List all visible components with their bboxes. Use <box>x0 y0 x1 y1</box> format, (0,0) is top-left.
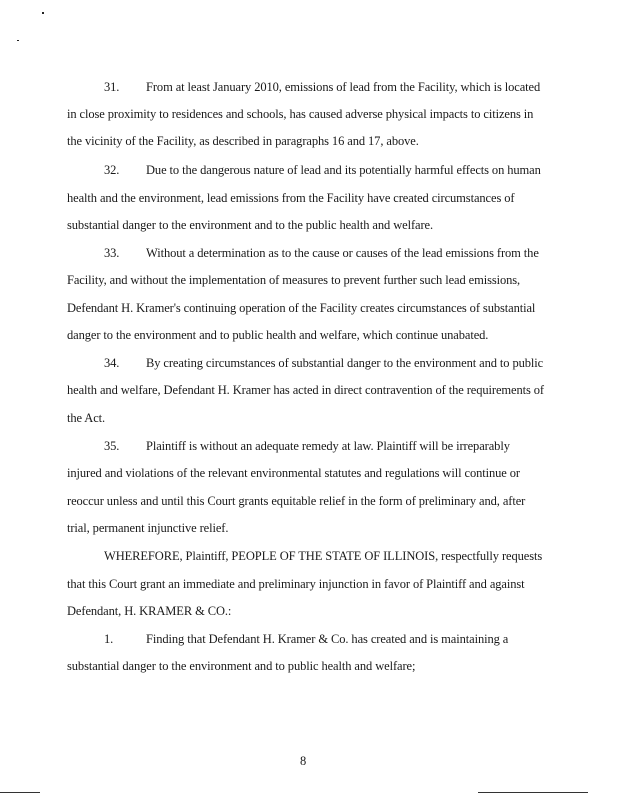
paragraph-34-line-2 <box>67 383 544 397</box>
page-number: 8 <box>300 754 307 768</box>
line-text: substantial danger to the environment and to public health and welfare; <box>67 659 416 673</box>
paragraph-number: 32. <box>104 163 120 177</box>
line-text: Finding that Defendant H. Kramer & Co. has created and is maintaining a <box>146 632 509 646</box>
line-text: Due to the dangerous nature of lead and its potentially harmful effects on human <box>146 163 541 177</box>
line-text: Plaintiff is without an adequate remedy at law. Plaintiff will be irreparably <box>146 439 510 453</box>
paragraph-34-line-1 <box>104 356 543 370</box>
paragraph-32-line-1 <box>104 163 541 177</box>
line-text: the vicinity of the Facility, as described in paragraphs 16 and 17, above. <box>67 134 419 148</box>
line-text: Without a determination as to the cause or causes of the lead emissions from the <box>146 246 539 260</box>
paragraph-34-line-3 <box>67 411 105 425</box>
line-text: health and the environment, lead emissions from the Facility have created circumstances of <box>67 191 515 205</box>
wherefore-line-1 <box>104 549 542 563</box>
paragraph-33-line-1 <box>104 246 539 260</box>
wherefore-line-3 <box>67 604 231 618</box>
paragraph-33-line-3 <box>67 301 535 315</box>
line-text: Defendant, H. KRAMER & CO.: <box>67 604 232 618</box>
line-text: By creating circumstances of substantial danger to the environment and to public <box>146 356 544 370</box>
wherefore-line-2 <box>67 577 525 591</box>
line-text: Defendant H. Kramer's continuing operation of the Facility creates circumstances of substantial <box>67 301 536 315</box>
paragraph-number: 33. <box>104 246 120 260</box>
scan-edge-line <box>0 792 40 793</box>
line-text: that this Court grant an immediate and preliminary injunction in favor of Plaintiff and against <box>67 577 525 591</box>
line-text: injured and violations of the relevant environmental statutes and regulations will continue or <box>67 466 520 480</box>
paragraph-35-line-3 <box>67 494 525 508</box>
line-text: substantial danger to the environment and to the public health and welfare. <box>67 218 433 232</box>
line-text: Facility, and without the implementation of measures to prevent further such lead emissions, <box>67 273 521 287</box>
paragraph-35-line-4 <box>67 521 228 535</box>
paragraph-35-line-1 <box>104 439 510 453</box>
paragraph-number: 31. <box>104 80 120 94</box>
item-number: 1. <box>104 632 114 646</box>
scan-speck <box>42 12 44 14</box>
paragraph-number: 34. <box>104 356 120 370</box>
paragraph-33-line-2 <box>67 273 520 287</box>
line-text: trial, permanent injunctive relief. <box>67 521 229 535</box>
line-text: danger to the environment and to public health and welfare, which continue unabated. <box>67 328 489 342</box>
line-text: health and welfare, Defendant H. Kramer has acted in direct contravention of the requirements of <box>67 383 544 397</box>
paragraph-31-line-3 <box>67 134 419 148</box>
scan-edge-line <box>478 792 588 793</box>
paragraph-31-line-2 <box>67 107 533 121</box>
paragraph-31-line-1 <box>104 80 540 94</box>
paragraph-33-line-4 <box>67 328 488 342</box>
line-text: WHEREFORE, Plaintiff, PEOPLE OF THE STATE OF ILLINOIS, respectfully requests <box>104 549 543 563</box>
scan-speck <box>17 40 19 41</box>
paragraph-32-line-3 <box>67 218 433 232</box>
line-text: reoccur unless and until this Court grants equitable relief in the form of preliminary and, after <box>67 494 526 508</box>
line-text: the Act. <box>67 411 106 425</box>
paragraph-number: 35. <box>104 439 120 453</box>
relief-item-1-line-1 <box>104 632 508 646</box>
line-text: From at least January 2010, emissions of lead from the Facility, which is located <box>146 80 541 94</box>
line-text: in close proximity to residences and schools, has caused adverse physical impacts to citizens in <box>67 107 534 121</box>
paragraph-32-line-2 <box>67 191 514 205</box>
relief-item-1-line-2 <box>67 659 415 673</box>
paragraph-35-line-2 <box>67 466 520 480</box>
